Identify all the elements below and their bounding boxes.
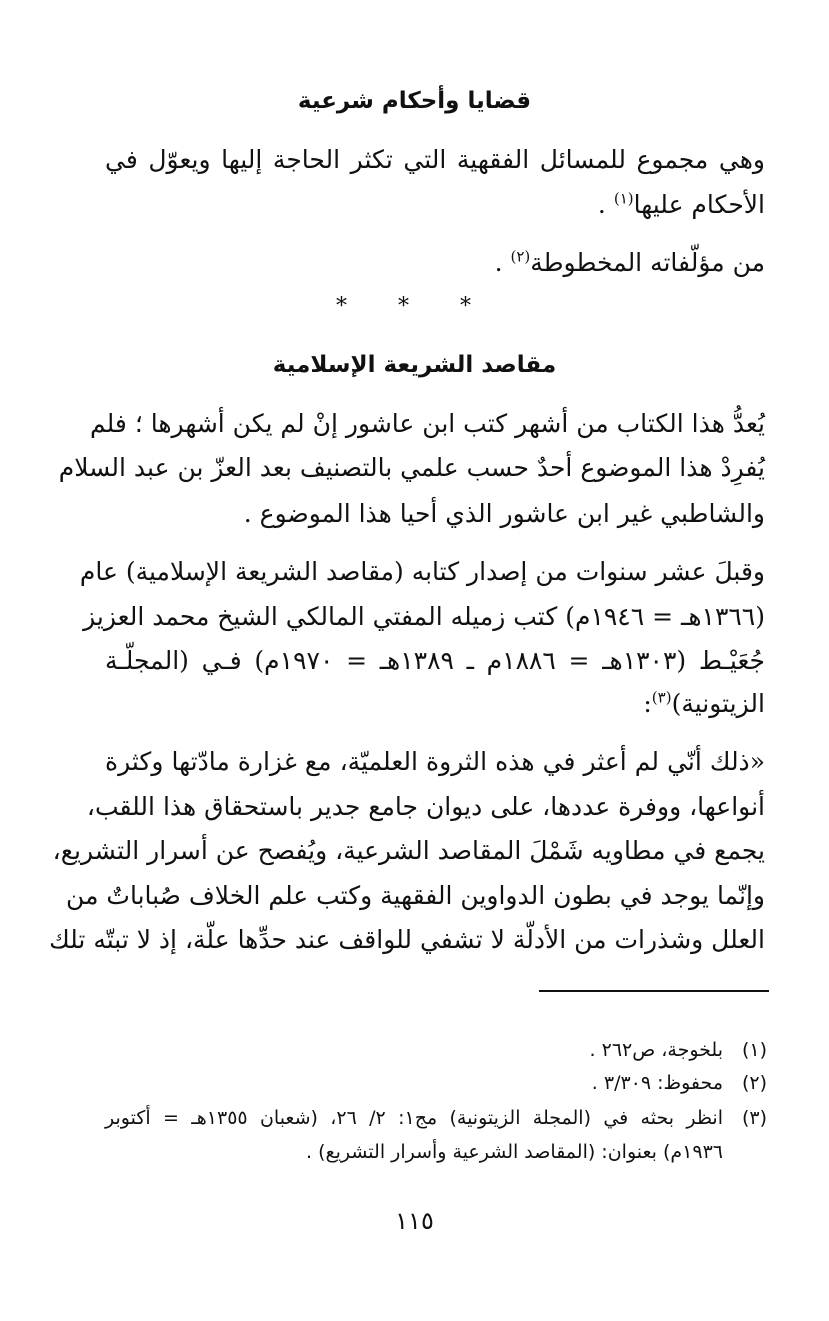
footnote-text: انظر بحثه في (المجلة الزيتونية) مج١: ٢/ ٢٦، (شعبان ١٣٥٥هـ = أكتوبر [105,1107,723,1129]
footnote-3-continuation: ١٩٣٦م) بعنوان: (المقاصد الشرعية وأسرار التشريع) . [305,1141,723,1163]
footnote-divider [539,990,769,992]
footnote-text: محفوظ: ٣/٣٠٩ . [591,1072,723,1094]
section-separator: * * * [336,294,493,319]
text-fragment: : [643,689,652,718]
footnote-marker: (٣) [651,688,672,707]
footnote-marker: (٢) [510,247,531,266]
text-line: وهي مجموع للمسائل الفقهية التي تكثر الحاجة إليها ويعوّل في [105,145,765,174]
text-fragment: الأحكام عليها [633,190,765,219]
text-line: يُعدُّ هذا الكتاب من أشهر كتب ابن عاشور إنْ لم يكن أشهرها ؛ فلم [90,409,765,438]
text-line [105,185,765,225]
footnote-1 [105,1035,767,1065]
quote-line: أنواعها، ووفرة عددها، على ديوان جامع جدير باستحقاق هذا اللقب، [86,792,765,821]
quote-line: «ذلك أنّي لم أعثر في هذه الثروة العلميّة، مع غزارة مادّتها وكثرة [105,747,765,776]
footnote-marker: (١) [613,189,634,208]
text-line: والشاطبي غير ابن عاشور الذي أحيا هذا الموضوع . [243,499,765,528]
quote-line: يجمع في مطاويه شَمْلَ المقاصد الشرعية، ويُفصح عن أسرار التشريع، [52,836,765,865]
footnote-2 [105,1068,767,1098]
quote-line: العلل وشذرات من الأدلّة لا تشفي للواقف عند حدِّها علّة، إذ لا تبتّه تلك [49,925,765,954]
footnote-number: (٣) [741,1107,767,1129]
footnote-number: (١) [741,1039,767,1061]
section-title-maqasid: مقاصد الشريعة الإسلامية [272,352,557,378]
footnote-text: بلخوجة، ص٢٦٢ . [589,1039,723,1061]
footnote-number: (٢) [741,1072,767,1094]
text-line [105,243,765,283]
page-number: ١١٥ [395,1207,434,1235]
text-fragment: . [597,190,614,219]
text-fragment: الزيتونية) [671,689,765,718]
footnote-3 [105,1103,767,1133]
text-line: يُفرِدْ هذا الموضوع أحدٌ حسب علمي بالتصنيف بعد العزّ بن عبد السلام [58,453,765,482]
section-title-legal-issues: قضايا وأحكام شرعية [297,88,532,114]
text-line: (١٣٦٦هـ = ١٩٤٦م) كتب زميله المفتي المالكي الشيخ محمد العزيز [83,602,765,631]
text-line [105,684,765,724]
quote-line: وإنّما يوجد في بطون الدواوين الفقهية وكتب علم الخلاف صُباباتٌ من [66,881,765,910]
text-fragment: . [494,248,511,277]
text-line: جُعَيْـط (١٣٠٣هـ = ١٨٨٦م ـ ١٣٨٩هـ = ١٩٧٠م) فـي (المجلّـة [105,646,765,675]
text-line: وقبلَ عشر سنوات من إصدار كتابه (مقاصد الشريعة الإسلامية) عام [79,557,765,586]
text-fragment: من مؤلّفاته المخطوطة [530,248,765,277]
